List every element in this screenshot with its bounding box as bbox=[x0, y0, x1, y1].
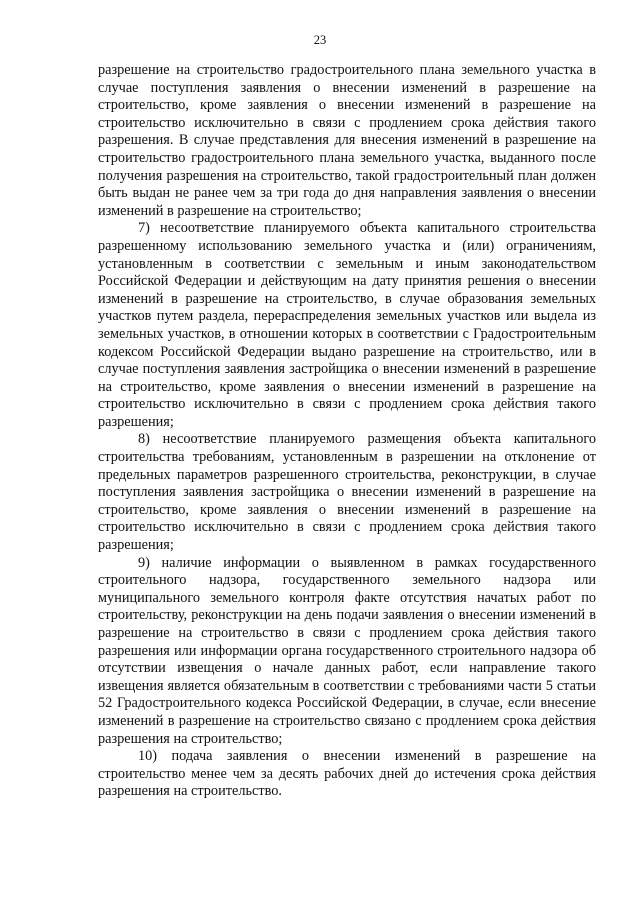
paragraph-item-10: 10) подача заявления о внесении изменений в разрешение на строительство менее чем за десять рабочих дней до истечения срока действия разрешения на строительство. bbox=[98, 748, 596, 800]
paragraph-item-7: 7) несоответствие планируемого объекта капитального строительства разрешенному использованию земельного участка и (или) ограничениям, установленным в соответствии с земельным и иным законодательством Российской Федерации и действующим на дату принятия решения о внесении изменений в разрешение на строительство, в случае образования земельных участков путем раздела, перераспределения земельных участков или выдела из земельных участков, в отношении которых в соответствии с Градостроительным кодексом Российской Федерации выдано разрешение на строительство, или в случае поступления заявления застройщика о внесении изменений в разрешение на строительство, кроме заявления о внесении изменений в разрешение на строительство исключительно в связи с продлением срока действия такого разрешения; bbox=[98, 220, 596, 430]
document-body bbox=[98, 62, 596, 801]
paragraph-continuation: разрешение на строительство градостроительного плана земельного участка в случае поступления заявления о внесении изменений в разрешение на строительство, кроме заявления о внесении изменений в разрешение на строительство исключительно в связи с продлением срока действия такого разрешения. В случае представления для внесения изменений в разрешение на строительство градостроительного плана земельного участка, выданного после получения разрешения на строительство, такой градостроительный план должен быть выдан не ранее чем за три года до дня направления заявления о внесении изменений в разрешение на строительство; bbox=[98, 62, 596, 219]
paragraph-item-9: 9) наличие информации о выявленном в рамках государственного строительного надзора, государственного земельного надзора или муниципального земельного контроля факте отсутствия начатых работ по строительству, реконструкции на день подачи заявления о внесении изменений в разрешение на строительство в связи с продлением срока действия такого разрешения или информации органа государственного строительного надзора об отсутствии извещения о начале данных работ, если направление такого извещения является обязательным в соответствии с требованиями части 5 статьи 52 Градостроительного кодекса Российской Федерации, в случае, если внесение изменений в разрешение на строительство связано с продлением срока действия разрешения на строительство; bbox=[98, 554, 596, 747]
paragraph-item-8: 8) несоответствие планируемого размещения объекта капитального строительства требованиям, установленным в разрешении на отклонение от предельных параметров разрешенного строительства, реконструкции, в случае поступления заявления застройщика о внесении изменений в разрешение на строительство, кроме заявления о внесении изменений в разрешение на строительство исключительно в связи с продлением срока действия такого разрешения; bbox=[98, 431, 596, 554]
page-number: 23 bbox=[313, 33, 327, 47]
